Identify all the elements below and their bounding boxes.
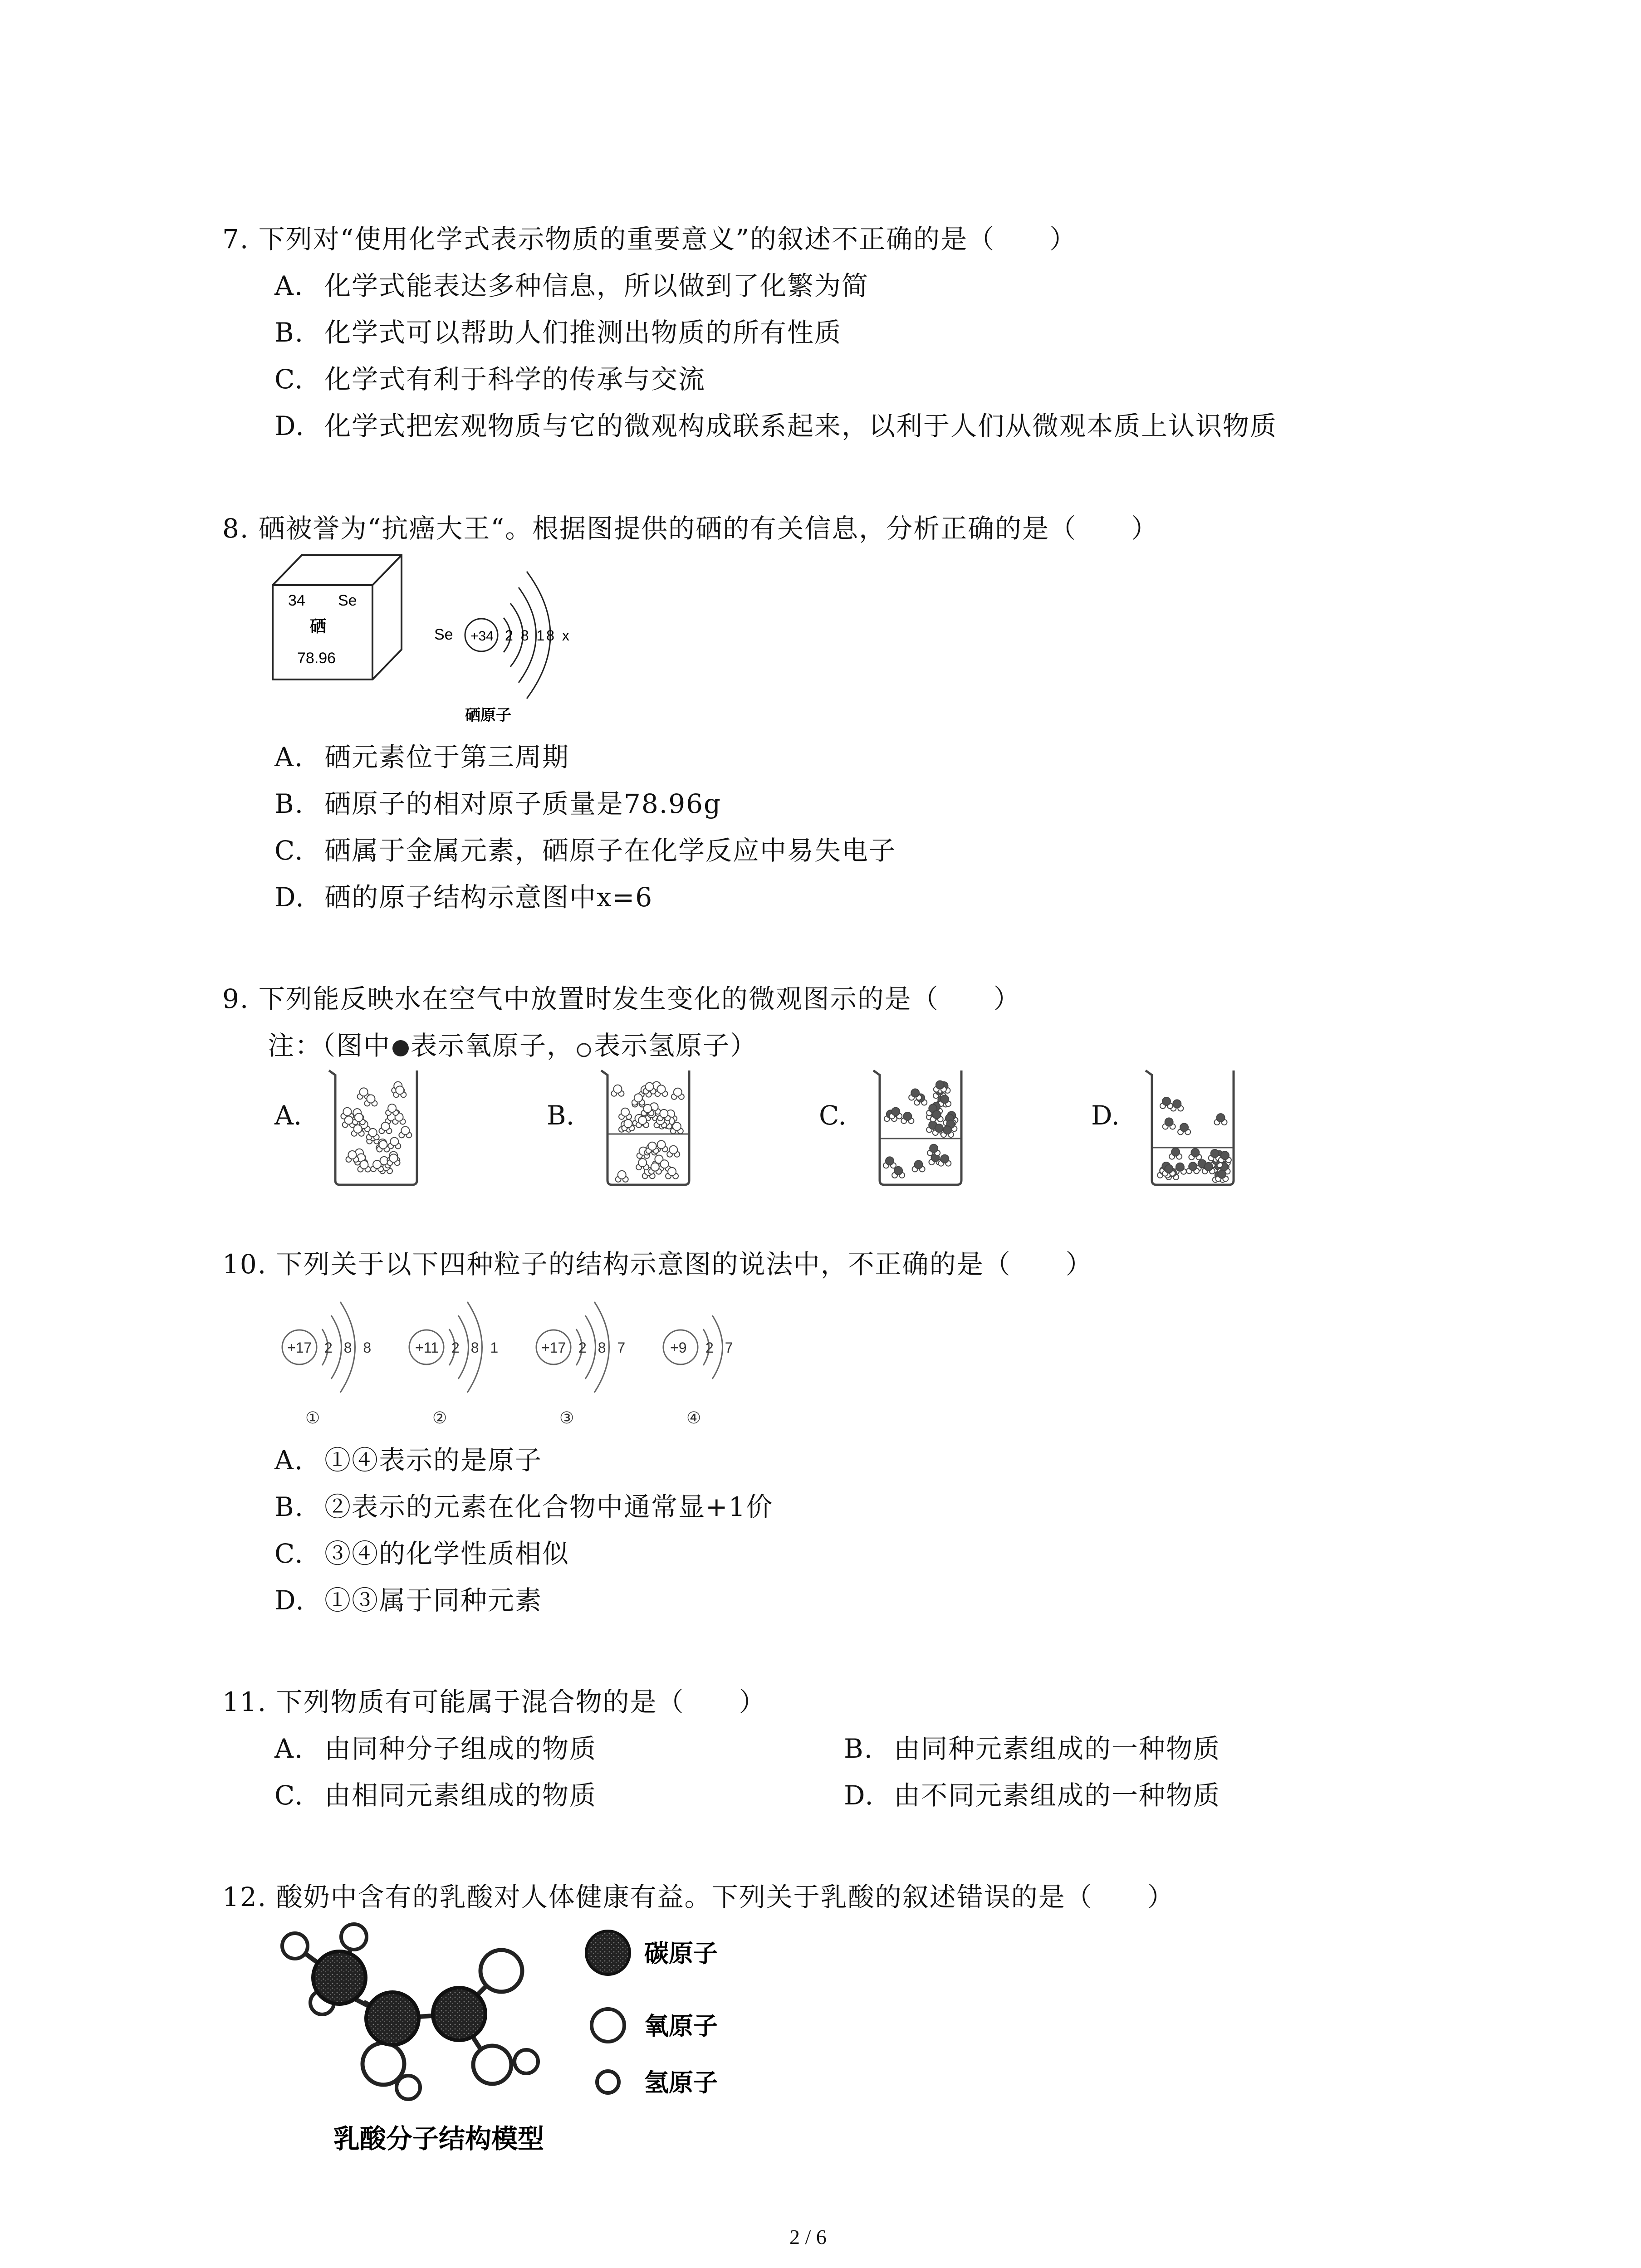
svg-text:+17: +17 [541,1339,566,1356]
q12-stem: 12. 酸奶中含有的乳酸对人体健康有益。下列关于乳酸的叙述错误的是（ ） [222,1882,1175,1912]
q11-stem: 11. 下列物质有可能属于混合物的是（ ） [222,1686,766,1717]
se-mass: 78.96 [297,650,336,667]
water-molecule [1163,1118,1176,1129]
particle-1 [282,1302,375,1427]
q11-option-d: D. 由不同元素组成的一种物质 [844,1780,1221,1811]
water-molecule [619,1108,632,1119]
oxygen-atom-icon [391,1037,411,1057]
svg-text:2 8 1: 2 8 1 [451,1339,502,1356]
water-molecule [1169,1148,1182,1159]
q10-option-c: C. ③④的化学性质相似 [274,1538,570,1569]
water-molecule [909,1089,921,1100]
se-shells: 2 8 18 x [505,627,571,644]
svg-text:2 8 7: 2 8 7 [578,1339,629,1356]
water-molecule [649,1163,661,1174]
water-molecule [1215,1114,1227,1125]
carbon-legend-icon [586,1931,630,1975]
page-number: 2 / 6 [789,2225,827,2248]
legend-carbon: 碳原子 [644,1939,718,1968]
q10-stem: 10. 下列关于以下四种粒子的结构示意图的说法中，不正确的是（ ） [222,1249,1093,1280]
particle-2 [409,1302,502,1427]
q8-option-c: C. 硒属于金属元素，硒原子在化学反应中易失电子 [274,835,896,866]
se-symbol: Se [338,592,357,609]
beaker-b [592,1061,701,1188]
beaker-d [1136,1061,1245,1188]
se-nucleus: +34 [470,629,494,644]
water-molecule [1160,1097,1173,1109]
water-molecule [938,1155,951,1166]
svg-text:+17: +17 [287,1339,312,1356]
legend-hydrogen: 氢原子 [644,2068,718,2097]
svg-text:③: ③ [559,1408,574,1427]
water-molecule [611,1085,624,1096]
water-molecule [1189,1149,1201,1160]
beaker-c [864,1061,973,1188]
q7-option-a: A. 化学式能表达多种信息，所以做到了化繁为简 [274,270,869,301]
water-molecule [667,1146,680,1157]
se-atomic-number: 34 [288,592,305,609]
svg-text:②: ② [432,1408,447,1427]
water-molecule [379,1122,392,1134]
q7-option-b: B. 化学式可以帮助人们推测出物质的所有性质 [274,317,842,348]
q9-note: 注：（图中 表示氧原子， 表示氢原子） [268,1030,758,1061]
se-caption: 硒原子 [465,706,511,724]
beaker-label-b: B. [547,1100,575,1131]
q11-option-b: B. 由同种元素组成的一种物质 [844,1733,1221,1764]
q8-option-a: A. 硒元素位于第三周期 [274,742,570,772]
svg-text:+9: +9 [670,1339,687,1356]
q10-option-d: D. ①③属于同种元素 [274,1585,543,1616]
legend-oxygen: 氧原子 [644,2012,718,2040]
hydrogen-atom-icon [574,1037,594,1057]
q8-stem: 8. 硒被誉为“抗癌大王“。根据图提供的硒的有关信息，分析正确的是（ ） [222,513,1159,544]
beaker-label-d: D. [1091,1100,1120,1131]
water-molecule [883,1157,896,1168]
water-molecule [636,1158,649,1170]
water-molecule [1186,1162,1199,1173]
beaker-label-a: A. [274,1100,302,1131]
water-molecule [901,1112,914,1124]
se-name: 硒 [310,617,327,636]
q7-stem: 7. 下列对“使用化学式表示物质的重要意义”的叙述不正确的是（ ） [222,224,1077,254]
hydrogen-legend-icon [597,2071,619,2093]
q10-particle-diagrams [274,1279,774,1442]
se-diagram-symbol: Se [434,626,453,643]
q10-option-b: B. ②表示的元素在化合物中通常显+1价 [274,1491,774,1522]
svg-text:2 8 8: 2 8 8 [324,1339,375,1356]
svg-text:+11: +11 [415,1339,439,1356]
water-molecule [388,1138,401,1149]
q7-option-d: D. 化学式把宏观物质与它的微观构成联系起来，以利于人们从微观本质上认识物质 [274,411,1278,441]
water-molecule [616,1171,628,1182]
q7-option-c: C. 化学式有利于科学的传承与交流 [274,364,706,395]
lactic-acid-model [272,1919,794,2173]
particle-3 [536,1302,629,1427]
water-molecule [671,1088,684,1100]
q9-beakers [274,1061,1636,1188]
svg-text:④: ④ [686,1408,701,1427]
lactic-acid-caption: 乳酸分子结构模型 [333,2123,544,2154]
q8-option-b: B. 硒原子的相对原子质量是78.96g [274,788,722,819]
svg-text:①: ① [305,1408,320,1427]
q11-option-a: A. 由同种分子组成的物质 [274,1733,597,1764]
q9-stem: 9. 下列能反映水在空气中放置时发生变化的微观图示的是（ ） [222,983,1021,1014]
water-molecule [1178,1123,1190,1134]
water-molecule [912,1160,925,1172]
svg-text:2 7: 2 7 [705,1339,737,1356]
water-molecule [399,1126,411,1138]
q10-option-a: A. ①④表示的是原子 [274,1445,543,1476]
q11-option-c: C. 由相同元素组成的物质 [274,1780,597,1811]
oxygen-legend-icon [592,2009,624,2042]
beaker-a [320,1061,429,1188]
beaker-label-c: C. [819,1100,847,1131]
particle-4 [663,1315,736,1427]
q8-option-d: D. 硒的原子结构示意图中x=6 [274,882,653,913]
selenium-figure [270,549,597,739]
